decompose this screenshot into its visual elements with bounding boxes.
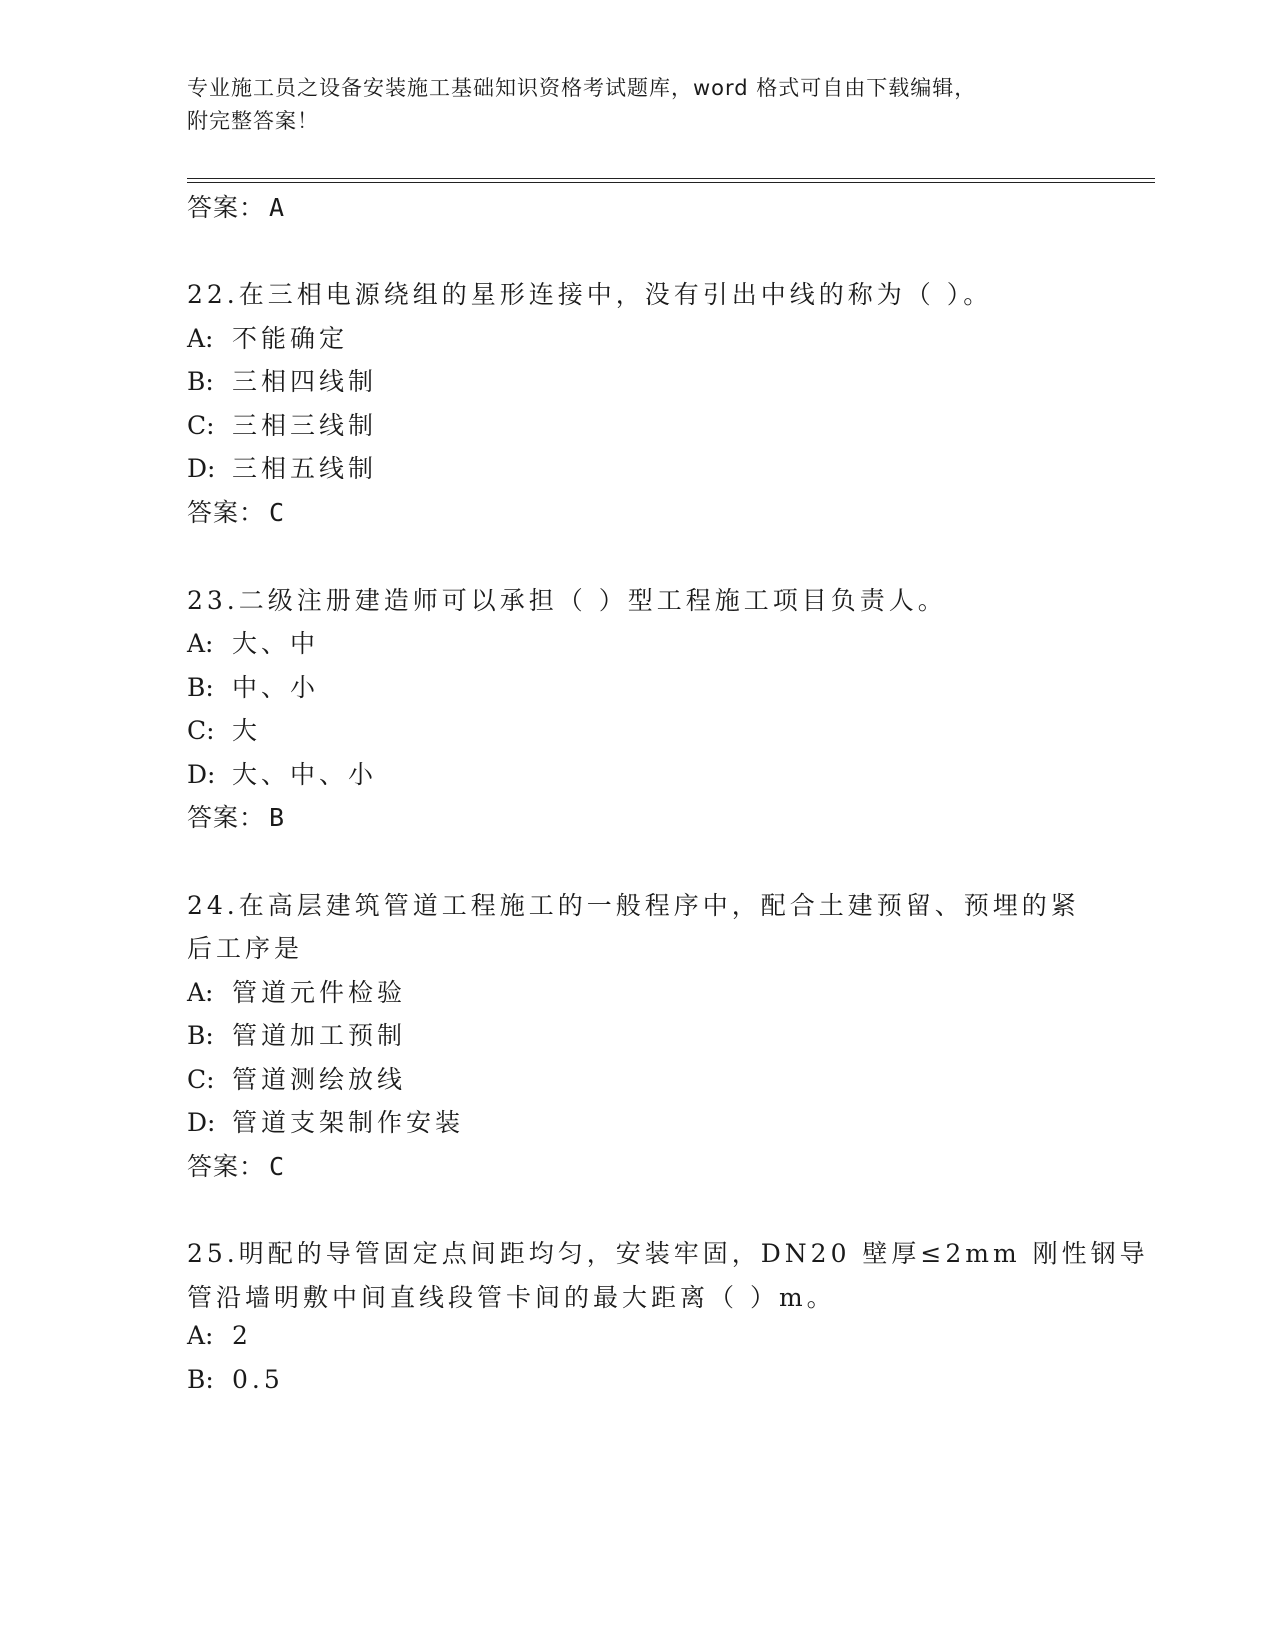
option-text: 0.5	[232, 1365, 284, 1394]
question-22-option-b	[187, 362, 377, 398]
option-label: A:	[187, 1321, 214, 1350]
question-22-option-d	[187, 449, 377, 485]
question-23-option-d	[187, 755, 377, 791]
option-text: 大、中	[232, 629, 320, 658]
answer-value: B	[269, 803, 286, 832]
option-text: 管道元件检验	[232, 978, 407, 1007]
question-25-text-line-2: 管沿墙明敷中间直线段管卡间的最大距离（ ）m。	[187, 1283, 836, 1312]
question-22-option-c	[187, 406, 377, 442]
option-label: A:	[187, 324, 214, 353]
question-25-option-b	[187, 1365, 284, 1394]
document-header	[187, 72, 1087, 138]
answer-value: A	[269, 193, 286, 222]
question-24-option-c	[187, 1060, 406, 1096]
option-label: C:	[187, 716, 215, 745]
option-text: 大、中、小	[232, 760, 378, 789]
question-24-option-d	[187, 1103, 464, 1139]
answer-value: C	[269, 498, 286, 527]
answer-line-23	[187, 798, 285, 834]
option-text: 三相三线制	[232, 411, 378, 440]
answer-line-24	[187, 1147, 285, 1183]
option-text: 管道支架制作安装	[232, 1108, 465, 1137]
option-text: 不能确定	[232, 324, 349, 353]
option-text: 2	[232, 1321, 252, 1350]
option-label: A:	[187, 978, 214, 1007]
question-24-option-b	[187, 1016, 406, 1052]
option-text: 大	[232, 716, 262, 745]
answer-prefix: 答案：	[187, 803, 266, 832]
option-text: 管道加工预制	[232, 1021, 407, 1050]
option-label: D:	[187, 1108, 216, 1137]
answer-line-21	[187, 188, 285, 224]
question-23-text: 23.二级注册建造师可以承担（ ）型工程施工项目负责人。	[187, 586, 947, 615]
header-line-2: 附完整答案！	[187, 109, 319, 133]
option-label: B:	[187, 1365, 214, 1394]
question-25-text-line-1: 25.明配的导管固定点间距均匀，安装牢固，DN20 壁厚≤2mm 刚性钢导	[187, 1239, 1149, 1268]
option-label: D:	[187, 454, 216, 483]
question-24-text-line-1: 24.在高层建筑管道工程施工的一般程序中，配合土建预留、预埋的紧	[187, 891, 1080, 920]
option-label: B:	[187, 673, 214, 702]
option-label: D:	[187, 760, 216, 789]
option-label: C:	[187, 1065, 215, 1094]
option-label: A:	[187, 629, 214, 658]
question-24-option-a	[187, 973, 406, 1009]
answer-prefix: 答案：	[187, 193, 266, 222]
question-22-option-a	[187, 319, 348, 355]
option-text: 三相五线制	[232, 454, 378, 483]
answer-value: C	[269, 1152, 286, 1181]
option-label: B:	[187, 367, 214, 396]
question-24-text-line-2: 后工序是	[187, 934, 304, 963]
question-22-text: 22.在三相电源绕组的星形连接中，没有引出中线的称为（ ）。	[187, 280, 993, 309]
answer-prefix: 答案：	[187, 498, 266, 527]
option-text: 中、小	[232, 673, 320, 702]
option-label: B:	[187, 1021, 214, 1050]
option-text: 管道测绘放线	[232, 1065, 407, 1094]
question-23-option-c	[187, 711, 261, 747]
option-label: C:	[187, 411, 215, 440]
header-line-1: 专业施工员之设备安装施工基础知识资格考试题库，word 格式可自由下载编辑，	[187, 76, 977, 100]
option-text: 三相四线制	[232, 367, 378, 396]
question-25-option-a	[187, 1321, 252, 1350]
answer-line-22	[187, 493, 285, 529]
header-divider	[187, 178, 1155, 183]
question-23-option-a	[187, 624, 319, 660]
question-23-option-b	[187, 668, 319, 704]
answer-prefix: 答案：	[187, 1152, 266, 1181]
